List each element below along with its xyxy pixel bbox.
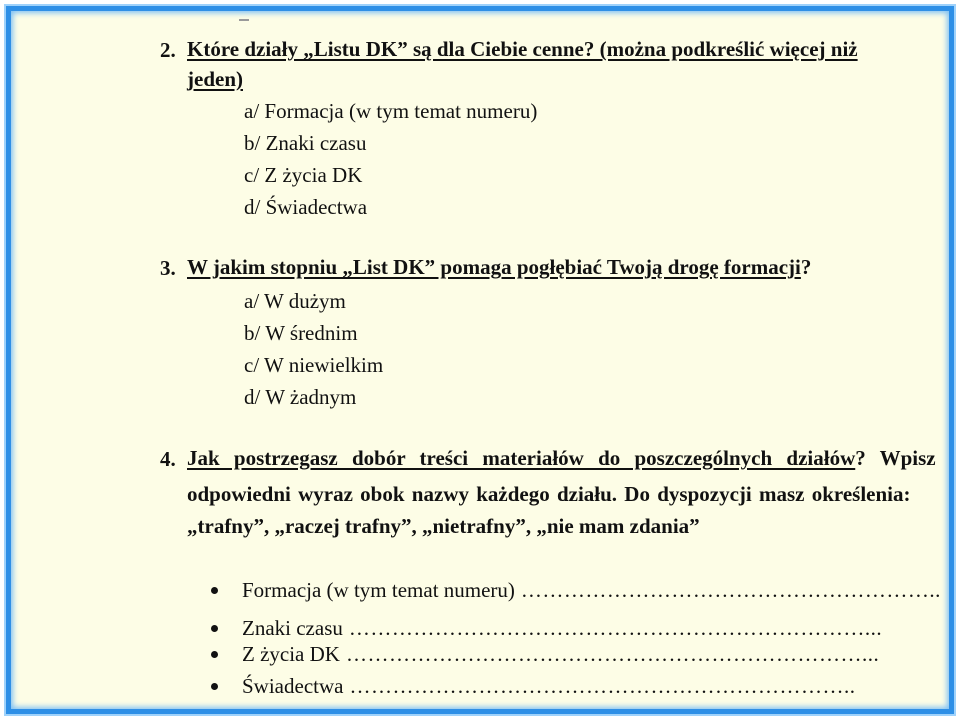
question-2-text-1: Które działy „Listu DK” są dla Ciebie cenne? (można podkreślić więcej niż: [187, 37, 858, 61]
question-4-line-1: [187, 443, 936, 473]
answer-label-z-zycia-dk: Z życia DK: [242, 642, 340, 666]
slide: [6, 6, 954, 714]
question-3-option-d: d/ W żadnym: [244, 385, 357, 409]
question-3-line: [187, 252, 811, 282]
question-2-option-a: a/ Formacja (w tym temat numeru): [244, 99, 538, 123]
question-2-line-1: [187, 34, 858, 64]
answer-label-swiadectwa: Świadectwa: [242, 674, 344, 698]
question-2-option-c: c/ Z życia DK: [244, 163, 363, 187]
answer-row-z-zycia-dk: [211, 641, 880, 667]
question-4-line-3: „trafny”, „raczej trafny”, „nietrafny”, „nie mam zdania”: [187, 514, 700, 538]
answer-row-znaki-czasu: [211, 609, 883, 641]
question-4-text-1-underlined: Jak postrzegasz dobór treści materiałów do poszczególnych działów: [187, 446, 856, 470]
answer-row-swiadectwa: [211, 673, 856, 699]
question-4-number: 4.: [160, 447, 176, 471]
question-2-option-b: b/ Znaki czasu: [244, 131, 367, 155]
question-3-text: W jakim stopniu „List DK” pomaga pogłębiać Twoją drogę formacji: [187, 255, 801, 279]
question-2-number: 2.: [160, 38, 176, 62]
question-3-question-mark: ?: [800, 255, 812, 279]
question-3-option-a: a/ W dużym: [244, 289, 346, 313]
top-mark: [239, 19, 249, 21]
answer-blank-formacja[interactable]: …………………………………………………..: [520, 578, 941, 602]
answer-label-formacja: Formacja (w tym temat numeru): [242, 578, 515, 602]
answer-row-formacja: [211, 577, 941, 603]
question-3-option-c: c/ W niewielkim: [244, 353, 384, 377]
question-2-text-2: jeden): [187, 67, 243, 91]
answer-blank-swiadectwa[interactable]: ……………………………………………………………..: [349, 674, 856, 698]
bullet-icon: [211, 625, 218, 632]
question-2-option-d: d/ Świadectwa: [244, 195, 368, 219]
question-2-line-2: [187, 64, 243, 94]
question-3-option-b: b/ W średnim: [244, 321, 358, 345]
bullet-icon: [211, 651, 218, 658]
bullet-icon: [211, 587, 218, 594]
question-3-number: 3.: [160, 256, 176, 280]
bullet-icon: [211, 683, 218, 690]
answer-blank-z-zycia-dk[interactable]: ………………………………………………………………...: [345, 642, 880, 666]
question-4-line-2: odpowiedni wyraz obok nazwy każdego działu. Do dyspozycji masz określenia:: [187, 482, 911, 506]
answer-label-znaki-czasu: Znaki czasu: [242, 616, 343, 640]
question-4-text-1-rest: ? Wpisz: [855, 446, 936, 470]
answer-blank-znaki-czasu[interactable]: ………………………………………………………………...: [348, 616, 883, 640]
